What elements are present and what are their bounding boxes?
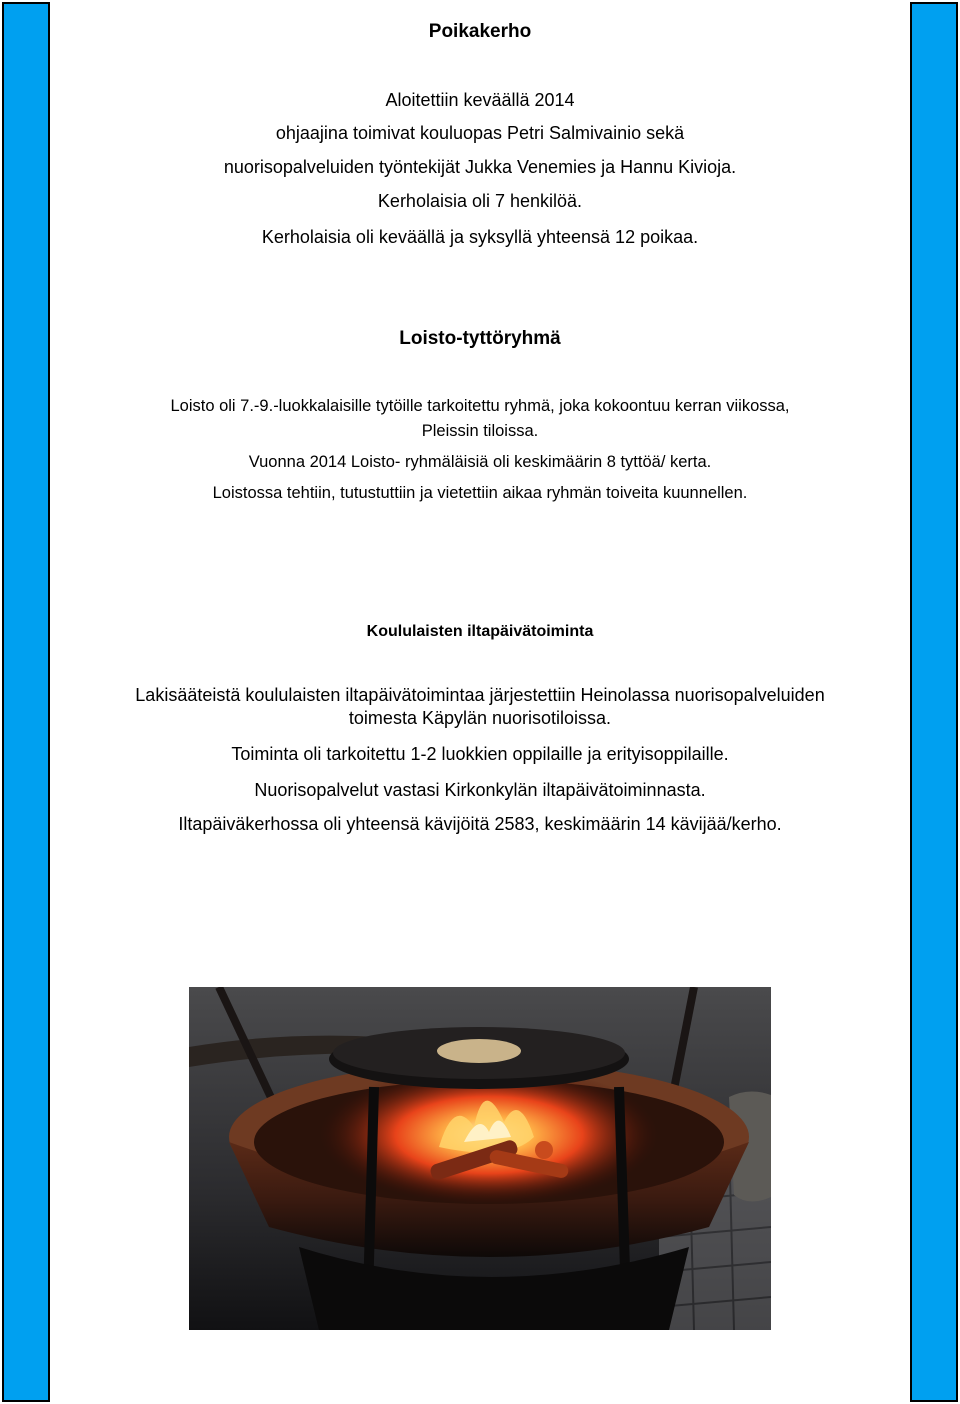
paragraph-line: Toiminta oli tarkoitettu 1-2 luokkien oppilaille ja erityisoppilaille. (231, 744, 729, 764)
paragraph-line: Aloitettiin keväällä 2014 (385, 90, 575, 110)
paragraph-line: nuorisopalveluiden työntekijät Jukka Venemies ja Hannu Kivioja. (223, 157, 737, 177)
campfire-photo (189, 987, 771, 1330)
paragraph-line: Vuonna 2014 Loisto- ryhmäläisiä oli keskimäärin 8 tyttöä/ kerta. (248, 453, 712, 471)
paragraph-line: Pleissin tiloissa. (421, 422, 539, 440)
section-title-poikakerho: Poikakerho (428, 21, 532, 42)
paragraph-line: Kerholaisia oli 7 henkilöä. (377, 191, 583, 211)
section-title-iltapaiva: Koululaisten iltapäivätoiminta (366, 623, 594, 640)
left-decorative-bar (2, 2, 50, 1402)
paragraph-line: Loisto oli 7.-9.-luokkalaisille tytöille tarkoitettu ryhmä, joka kokoontuu kerran viikossa, (170, 397, 790, 415)
paragraph-line: Lakisääteistä koululaisten iltapäivätoimintaa järjestettiin Heinolassa nuorisopalveluiden (135, 685, 825, 705)
right-decorative-bar (910, 2, 958, 1402)
section-title-loisto: Loisto-tyttöryhmä (399, 328, 561, 349)
paragraph-line: ohjaajina toimivat kouluopas Petri Salmivainio sekä (275, 123, 685, 143)
paragraph-line: Kerholaisia oli keväällä ja syksyllä yhteensä 12 poikaa. (261, 227, 699, 247)
ember (535, 1141, 553, 1159)
paragraph-line: Iltapäiväkerhossa oli yhteensä kävijöitä 2583, keskimäärin 14 kävijää/kerho. (178, 814, 782, 834)
paragraph-line: toimesta Käpylän nuorisotiloissa. (348, 708, 612, 728)
paragraph-line: Loistossa tehtiin, tutustuttiin ja vietettiin aikaa ryhmän toiveita kuunnellen. (212, 484, 748, 502)
pancake (437, 1039, 521, 1063)
paragraph-line: Nuorisopalvelut vastasi Kirkonkylän iltapäivätoiminnasta. (254, 780, 706, 800)
